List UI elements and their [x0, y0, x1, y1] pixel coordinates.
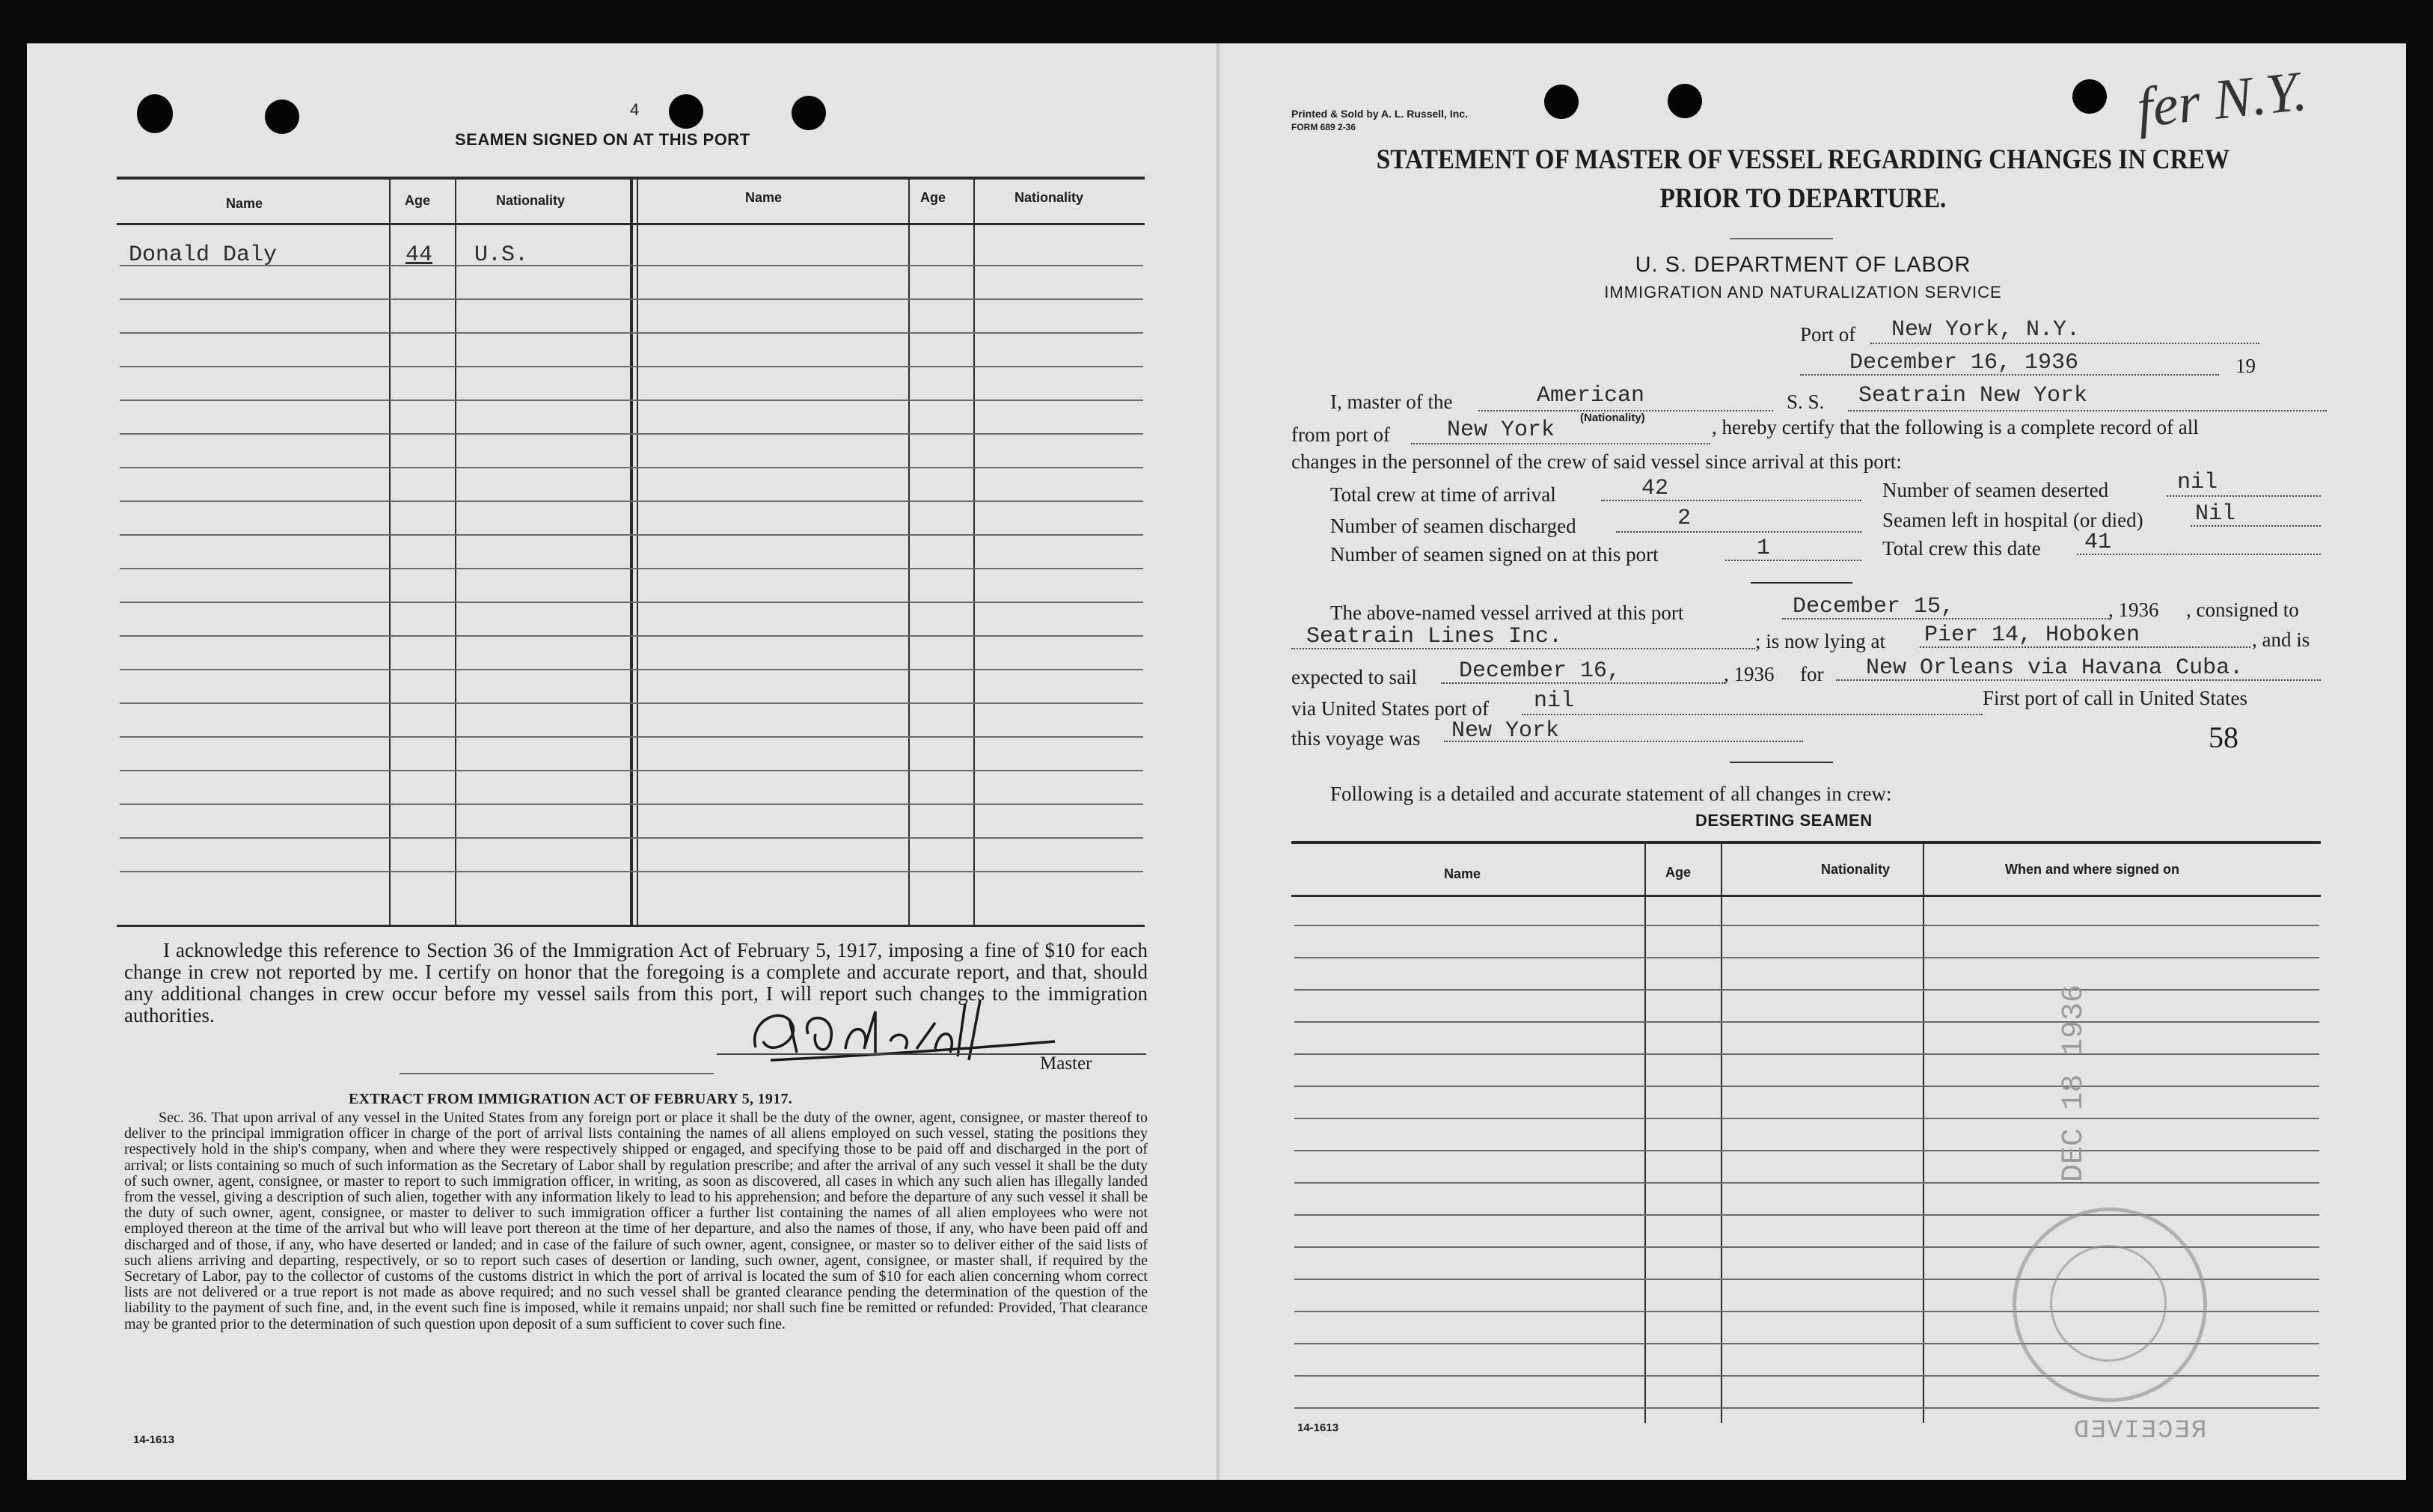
arrival-divider — [1730, 762, 1833, 763]
table-row-rule — [120, 433, 1143, 435]
deserted-line — [2167, 495, 2321, 497]
destination-value: New Orleans via Havana Cuba. — [1866, 655, 2244, 681]
punch-hole — [669, 94, 703, 129]
port-line — [1870, 343, 2259, 344]
first-port-label: First port of call in United States — [1983, 687, 2247, 709]
table-row-rule — [120, 635, 1143, 637]
table-row-rule — [120, 837, 1143, 839]
expected-value: December 16, — [1459, 658, 1621, 684]
voyage-label: this voyage was — [1291, 727, 1421, 750]
punch-hole — [137, 94, 173, 133]
expected-label: expected to sail — [1291, 666, 1417, 688]
deserting-seamen-title: DESERTING SEAMEN — [1695, 811, 1873, 830]
discharged-value: 2 — [1677, 506, 1692, 531]
via-line — [1522, 714, 1983, 715]
vessel-value: Seatrain New York — [1858, 383, 2088, 408]
deserting-row-rule — [1294, 925, 2319, 926]
seaman-nationality: U.S. — [474, 242, 529, 268]
punch-hole — [1544, 85, 1579, 119]
deserting-column-divider — [1721, 842, 1722, 1423]
table-row-rule — [120, 602, 1143, 603]
deserting-row-rule — [1294, 1053, 2319, 1055]
expected-year: , 1936 — [1724, 663, 1775, 685]
master-of-label: I, master of the — [1330, 391, 1453, 413]
form-title-line-2: PRIOR TO DEPARTURE. — [1659, 183, 1947, 214]
deserting-table-header-rule — [1291, 895, 2321, 897]
column-divider — [637, 178, 638, 925]
deserting-row-rule — [1294, 1150, 2319, 1151]
date-stamp: DEC 18 1936 — [2057, 984, 2091, 1182]
form-title — [1325, 141, 2281, 218]
title-divider — [1730, 238, 1833, 239]
table-row-rule — [120, 366, 1143, 367]
form-number: FORM 689 2-36 — [1291, 122, 1356, 132]
date-value: December 16, 1936 — [1849, 350, 2079, 376]
extract-title: EXTRACT FROM IMMIGRATION ACT OF FEBRUARY 5, 1917. — [349, 1091, 793, 1107]
from-port-value: New York — [1447, 417, 1555, 443]
deserting-row-rule — [1294, 1214, 2319, 1216]
extract-text: Sec. 36. That upon arrival of any vessel in the United States from any foreign port or place it shall be the duty of the owner, agent, consignee, or master thereof to deliver to the principal immigration officer in charge of the port of arrival lists containing the names of all aliens employed on such vessel, stating the positions they respectively hold in the ship's company, when and where they were respectively shipped or engaged, and specifying those to be paid off and discharged in the port of arrival; or lists containing so much of such information as the Secretary of Labor shall by regulation prescribe; and after the arrival of any such vessel it shall be the duty of such owner, agent, consignee, or master to report to such immigration officer, in writing, as soon as discovered, all cases in which any such alien has illegally landed from the vessel, giving a description of such alien, together with any information likely to lead to his apprehension; and before the departure of any such vessel it shall be the duty of such owner, agent, consignee, or master to deliver to such immigration officer a further list containing the names of all alien employees who were not employed thereon at the time of the arrival but who will leave port thereon at the time of her departure, and also the names of those, if any, who have been paid off and discharged and of those, if any, who have deserted or landed; and in case of the failure of such owner, agent, consignee, or master so to deliver either of the said lists of such aliens arriving and departing, respectively, or so to report such cases of desertion or landing, such owner, agent, consignee, or master shall, if required by the Secretary of Labor, pay to the collector of customs of the customs district in which the port of arrival is located the sum of $10 for each alien concerning whom correct lists are not delivered or a true report is not made as above required; and no such vessel shall be granted clearance pending the determination of the question of the liability to the payment of such fine, and, in the event such fine is imposed, while it remains unpaid; nor shall such fine be remitted or refunded: Provided, That clearance may be granted prior to the determination of such question upon deposit of a sum sufficient to cover such fine. — [124, 1109, 1148, 1332]
consignee-value: Seatrain Lines Inc. — [1306, 624, 1563, 649]
column-divider — [630, 178, 633, 925]
table-bottom-rule — [117, 925, 1145, 927]
and-is-label: , and is — [2252, 628, 2310, 651]
table-row-rule — [120, 299, 1143, 300]
hospital-label: Seamen left in hospital (or died) — [1882, 509, 2143, 531]
service-name: IMMIGRATION AND NATURALIZATION SERVICE — [1604, 283, 2002, 302]
acknowledgement-text: I acknowledge this reference to Section 36 of the Immigration Act of February 5, 1917, imposing a fine of $10 for each change in crew not reported by me. I certify on honor that the foregoing is a complete and accurate report, and that, should any additional changes in crew occur before my vessel sails from this port, I will report such changes to the immigration authorities. — [124, 939, 1148, 1026]
column-header-nationality-2: Nationality — [1014, 190, 1084, 205]
punch-hole — [1668, 84, 1702, 118]
arrived-value: December 15, — [1793, 594, 1955, 619]
column-header-age-2: Age — [920, 190, 946, 205]
section-divider — [400, 1073, 714, 1074]
table-row-rule — [120, 703, 1143, 704]
deserting-column-name: Name — [1444, 866, 1481, 881]
department-name: U. S. DEPARTMENT OF LABOR — [1635, 253, 1971, 277]
following-text: Following is a detailed and accurate statement of all changes in crew: — [1330, 783, 1892, 805]
deserting-table-top-rule — [1291, 841, 2321, 844]
received-stamp: RECEIVED — [2072, 1417, 2207, 1445]
deserting-column-age: Age — [1665, 865, 1692, 880]
master-signature — [741, 989, 1070, 1071]
via-label: via United States port of — [1291, 697, 1489, 720]
total-crew-arrival-line — [1601, 500, 1861, 501]
total-crew-date-line — [2077, 554, 2321, 555]
consigned-label: , consigned to — [2186, 599, 2299, 621]
punch-hole — [792, 96, 826, 130]
seaman-age: 44 — [406, 242, 433, 268]
column-divider — [389, 178, 391, 925]
deserting-row-rule — [1294, 1021, 2319, 1023]
deserted-value: nil — [2177, 470, 2218, 495]
from-port-label: from port of — [1291, 423, 1390, 446]
hospital-value: Nil — [2195, 501, 2236, 527]
signed-on-line — [1725, 560, 1861, 561]
deserting-column-divider — [1923, 842, 1924, 1423]
handwritten-note: fer N.Y. — [2134, 59, 2310, 140]
column-header-nationality: Nationality — [496, 193, 566, 208]
discharged-line — [1616, 531, 1861, 533]
column-header-age: Age — [405, 193, 431, 208]
table-row-rule — [120, 400, 1143, 401]
deserting-row-rule — [1294, 989, 2319, 991]
total-crew-date-label: Total crew this date — [1882, 537, 2041, 560]
table-row-rule — [120, 467, 1143, 468]
from-port-line — [1411, 443, 1710, 444]
lying-value: Pier 14, Hoboken — [1924, 622, 2140, 648]
signed-on-value: 1 — [1757, 536, 1771, 561]
nationality-value: American — [1537, 383, 1645, 408]
deserting-column-divider — [1644, 842, 1646, 1423]
column-header-name-2: Name — [745, 190, 783, 205]
table-row-rule — [120, 501, 1143, 502]
page-number: 4 — [630, 100, 640, 119]
column-divider — [973, 178, 975, 925]
column-divider — [455, 178, 456, 925]
arrived-label: The above-named vessel arrived at this port — [1330, 602, 1684, 624]
master-label: Master — [1040, 1053, 1092, 1074]
printer-line: Printed & Sold by A. L. Russell, Inc. — [1291, 108, 1468, 120]
table-row-rule — [120, 804, 1143, 805]
date-suffix: 19 — [2235, 355, 2256, 377]
deserted-label: Number of seamen deserted — [1882, 479, 2109, 501]
port-value: New York, N.Y. — [1891, 317, 2081, 343]
lying-label: ; is now lying at — [1755, 630, 1885, 652]
column-header-name: Name — [226, 196, 263, 211]
seamen-signed-on-title: SEAMEN SIGNED ON AT THIS PORT — [455, 130, 750, 149]
total-crew-arrival-value: 42 — [1641, 476, 1669, 501]
page-fold — [1216, 43, 1219, 1480]
seaman-name: Donald Daly — [129, 242, 278, 268]
folio-number: 58 — [2209, 720, 2238, 754]
total-crew-date-value: 41 — [2084, 530, 2112, 555]
ss-label: S. S. — [1787, 391, 1825, 413]
right-form-code: 14-1613 — [1297, 1421, 1339, 1434]
deserting-row-rule — [1294, 1182, 2319, 1184]
table-row-rule — [120, 534, 1143, 536]
deserting-row-rule — [1294, 1407, 2319, 1409]
deserting-row-rule — [1294, 957, 2319, 958]
deserting-row-rule — [1294, 1118, 2319, 1119]
table-row-rule — [120, 669, 1143, 670]
deserting-column-signed-on: When and where signed on — [2005, 862, 2180, 877]
table-row-rule — [120, 332, 1143, 334]
changes-text: changes in the personnel of the crew of said vessel since arrival at this port: — [1291, 450, 1902, 473]
column-divider — [908, 178, 910, 925]
table-row-rule — [120, 770, 1143, 771]
table-row-rule — [120, 568, 1143, 569]
form-title-line-1: STATEMENT OF MASTER OF VESSEL REGARDING CHANGES IN CREW — [1376, 144, 2230, 175]
vessel-line — [1848, 410, 2327, 411]
left-form-code: 14-1613 — [133, 1433, 175, 1446]
deserting-column-nationality: Nationality — [1821, 862, 1891, 877]
arrived-year: , 1936 — [2108, 599, 2159, 621]
punch-hole — [265, 100, 299, 134]
total-crew-arrival-label: Total crew at time of arrival — [1330, 483, 1556, 506]
nationality-caption: (Nationality) — [1580, 411, 1645, 424]
stats-divider — [1751, 582, 1852, 584]
via-value: nil — [1534, 688, 1575, 714]
table-row-rule — [120, 871, 1143, 872]
voyage-value: New York — [1451, 718, 1560, 744]
immigration-seal-inner — [2050, 1245, 2167, 1362]
table-row-rule — [120, 736, 1143, 738]
for-label: for — [1800, 663, 1824, 685]
signed-on-label: Number of seamen signed on at this port — [1330, 543, 1659, 566]
punch-hole — [2072, 79, 2107, 114]
discharged-label: Number of seamen discharged — [1330, 515, 1576, 537]
port-label: Port of — [1800, 323, 1856, 346]
deserting-row-rule — [1294, 1086, 2319, 1087]
certify-text: , hereby certify that the following is a complete record of all — [1712, 416, 2199, 438]
